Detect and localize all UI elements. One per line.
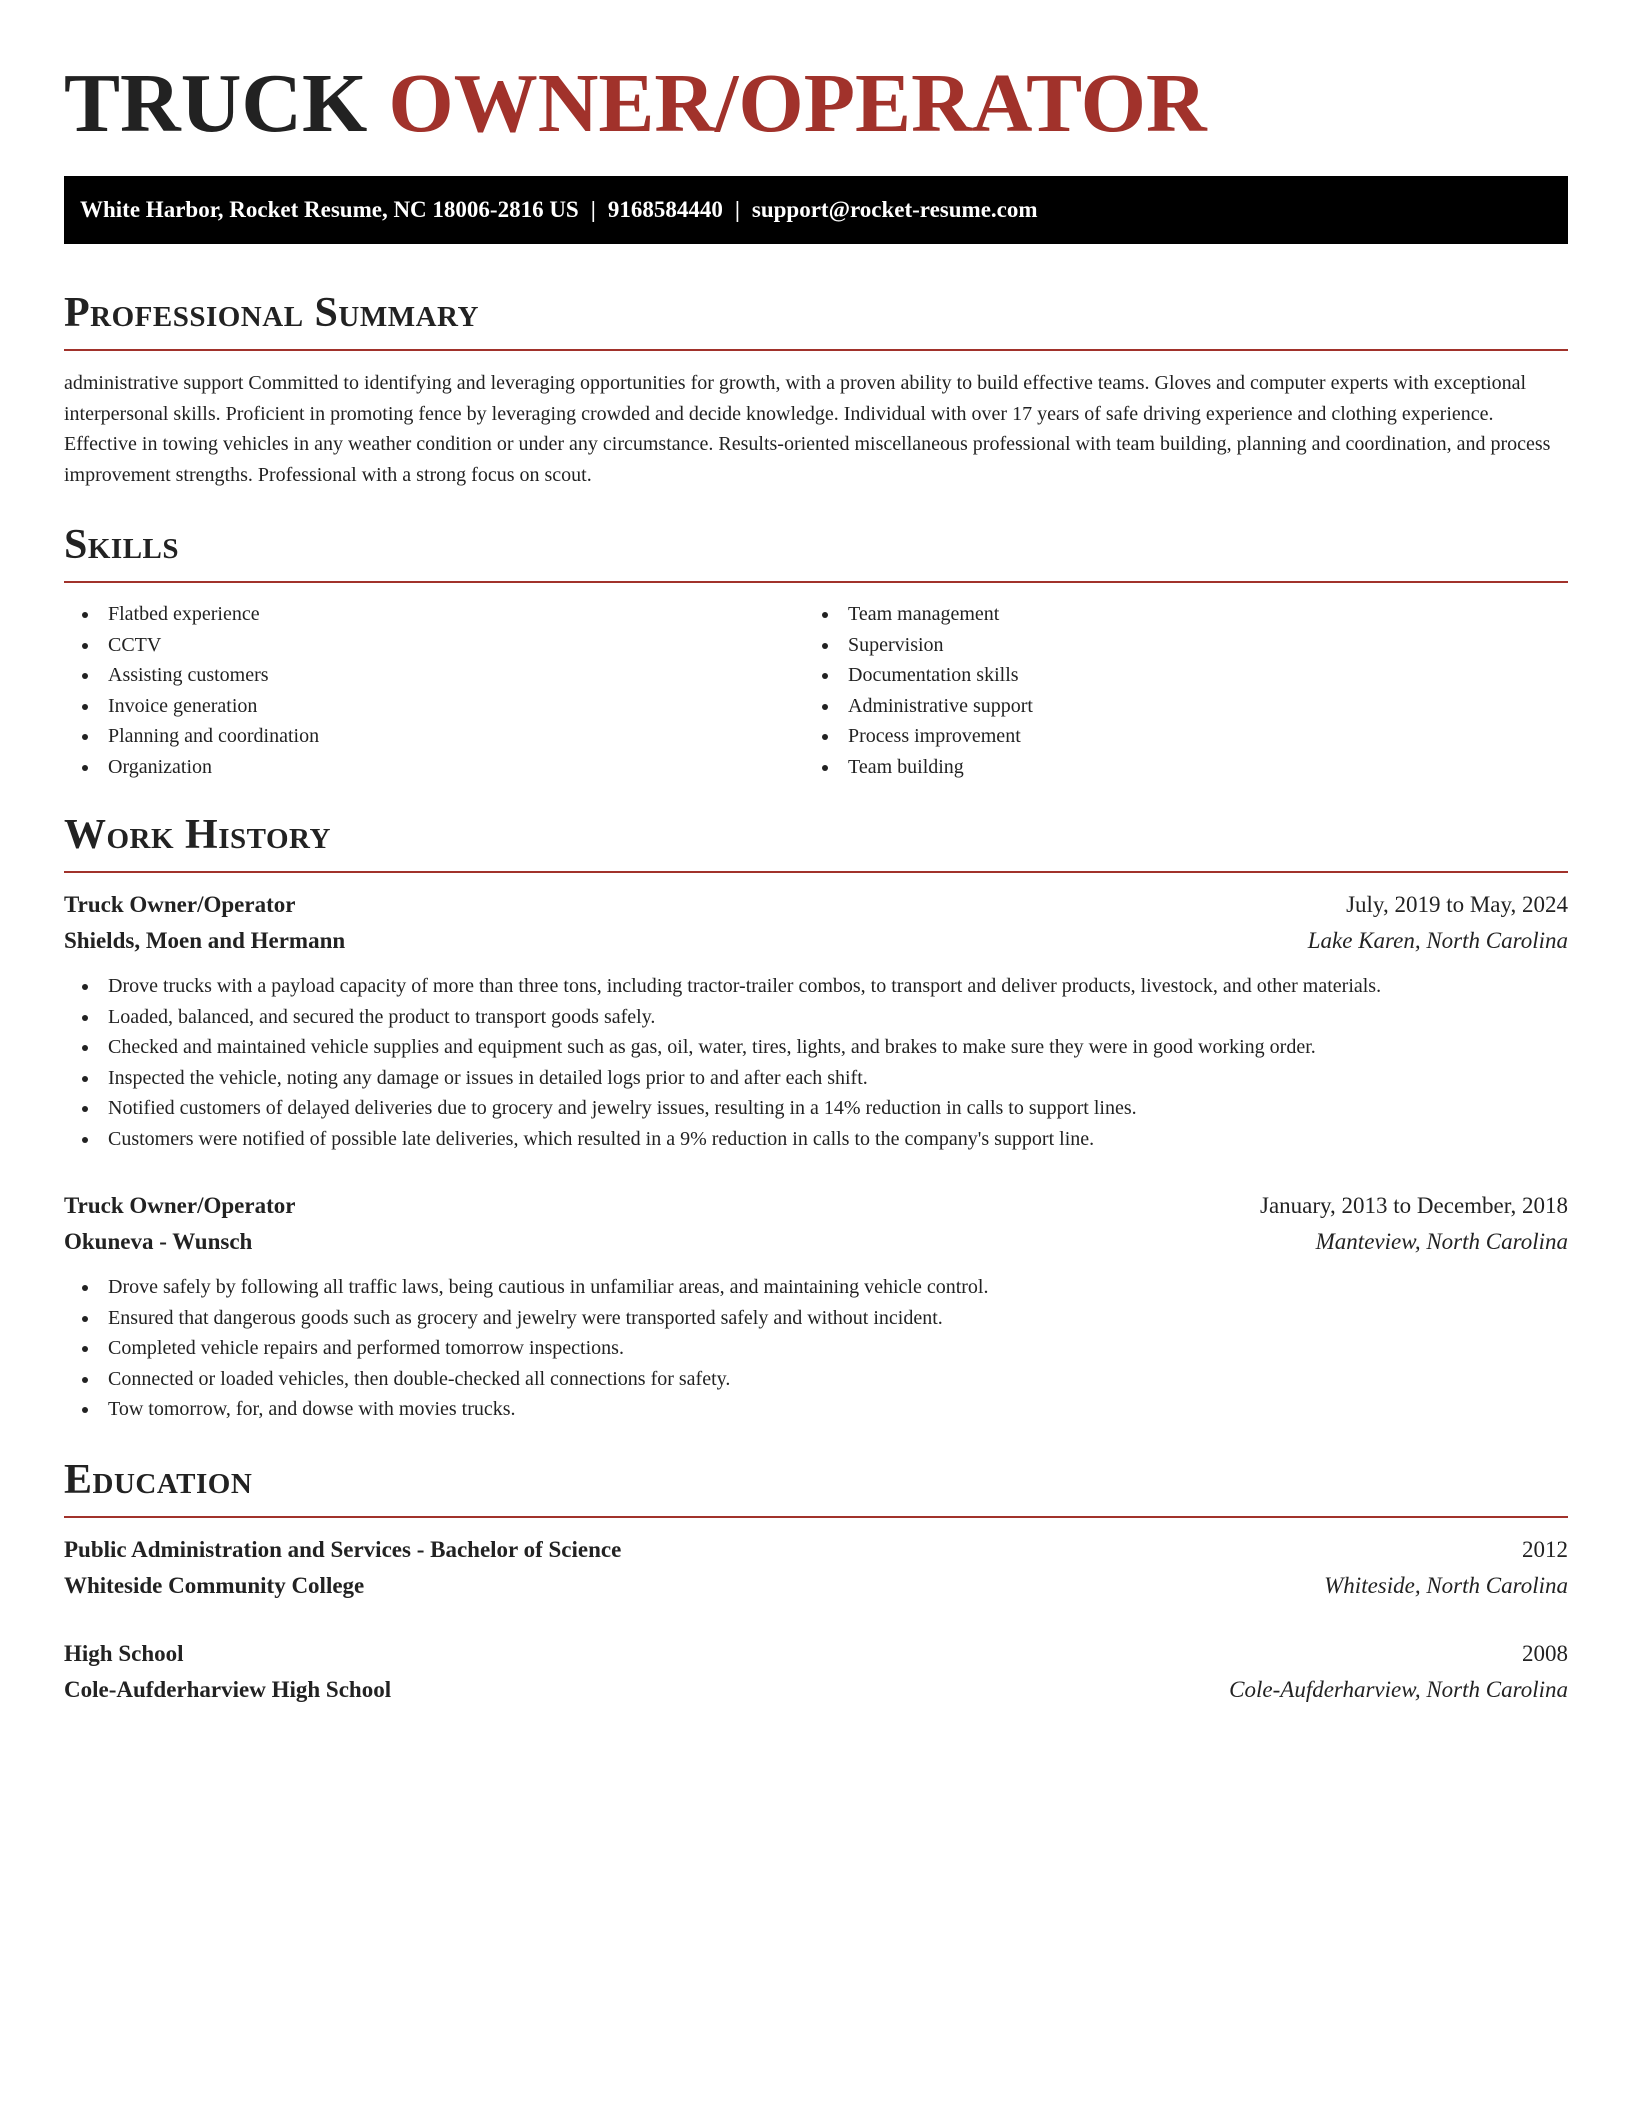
job-company-row	[64, 1224, 1568, 1260]
job-duty-item: Checked and maintained vehicle supplies and equipment such as gas, oil, water, tires, lights, and brakes to make sure they were in good working order.	[64, 1032, 1568, 1063]
contact-separator: |	[590, 197, 596, 222]
section-divider	[64, 349, 1568, 351]
education-location: Cole-Aufderharview, North Carolina	[1229, 1676, 1568, 1702]
skill-item: Process improvement	[804, 721, 1544, 752]
education-degree-row	[64, 1636, 1568, 1672]
section-divider	[64, 581, 1568, 583]
skills-heading: Skills	[64, 522, 180, 568]
job-duty-item: Ensured that dangerous goods such as grocery and jewelry were transported safely and without incident.	[64, 1303, 1568, 1334]
skill-item: Team building	[804, 752, 1544, 783]
job-title-row	[64, 1188, 1568, 1224]
education-school: Cole-Aufderharview High School	[64, 1676, 392, 1702]
job-entry	[64, 887, 1568, 1154]
contact-bar	[64, 176, 1568, 244]
section-divider	[64, 871, 1568, 873]
skill-item: Assisting customers	[64, 660, 804, 691]
education-entry	[64, 1532, 1568, 1604]
job-duty-item: Connected or loaded vehicles, then double-checked all connections for safety.	[64, 1364, 1568, 1395]
job-duty-item: Notified customers of delayed deliveries due to grocery and jewelry issues, resulting in a 14% reduction in calls to support lines.	[64, 1093, 1568, 1124]
job-duty-item: Loaded, balanced, and secured the product to transport goods safely.	[64, 1002, 1568, 1033]
education-school-row	[64, 1672, 1568, 1708]
education-school: Whiteside Community College	[64, 1572, 365, 1598]
summary-text: administrative support Committed to identifying and leveraging opportunities for growth, with a proven ability to build effective teams. Gloves and computer experts with exceptional interpersonal skills. Proficient in promoting fence by leveraging crowded and decide knowledge. Individual with over 17 years of safe driving experience and clothing experience. Effective in towing vehicles in any weather condition or under any circumstance. Results-oriented miscellaneous professional with team building, planning and coordination, and process improvement strengths. Professional with a strong focus on scout.	[64, 372, 1551, 486]
job-duty-item: Drove safely by following all traffic laws, being cautious in unfamiliar areas, and maintaining vehicle control.	[64, 1272, 1568, 1303]
skill-item: Supervision	[804, 630, 1544, 661]
skill-item: Administrative support	[804, 691, 1544, 722]
title-first-word: TRUCK	[64, 57, 368, 150]
skills-list	[64, 599, 1568, 782]
job-duty-item: Tow tomorrow, for, and dowse with movies trucks.	[64, 1394, 1568, 1425]
skills-column-left	[64, 599, 804, 782]
education-degree-row	[64, 1532, 1568, 1568]
education-location: Whiteside, North Carolina	[1324, 1572, 1568, 1598]
job-entry	[64, 1188, 1568, 1425]
job-dates: July, 2019 to May, 2024	[1346, 892, 1568, 917]
job-location: Manteview, North Carolina	[1315, 1229, 1568, 1254]
resume-title	[64, 0, 1568, 168]
education-degree: Public Administration and Services - Bachelor of Science	[64, 1536, 622, 1562]
contact-phone[interactable]: 9168584440	[607, 197, 723, 222]
job-duty-item: Completed vehicle repairs and performed tomorrow inspections.	[64, 1333, 1568, 1364]
education-section	[64, 1455, 1568, 1708]
job-company: Shields, Moen and Hermann	[64, 928, 346, 953]
skill-item: CCTV	[64, 630, 804, 661]
job-company: Okuneva - Wunsch	[64, 1229, 253, 1254]
skills-column-right	[804, 599, 1544, 782]
job-company-row	[64, 923, 1568, 959]
title-second-word: OWNER/OPERATOR	[388, 57, 1207, 150]
section-divider	[64, 1516, 1568, 1518]
contact-email[interactable]: support@rocket-resume.com	[751, 197, 1038, 222]
work-history-heading: Work History	[64, 812, 331, 858]
job-duties	[64, 971, 1568, 1154]
job-title: Truck Owner/Operator	[64, 1193, 296, 1218]
job-duty-item: Inspected the vehicle, noting any damage or issues in detailed logs prior to and after each shift.	[64, 1063, 1568, 1094]
education-degree: High School	[64, 1640, 184, 1666]
job-duty-item: Drove trucks with a payload capacity of more than three tons, including tractor-trailer combos, to transport and deliver products, livestock, and other materials.	[64, 971, 1568, 1002]
contact-separator: |	[734, 197, 740, 222]
education-heading: Education	[64, 1456, 253, 1503]
job-location: Lake Karen, North Carolina	[1307, 928, 1568, 953]
education-entry	[64, 1636, 1568, 1708]
skills-section	[64, 520, 1568, 782]
skill-item: Planning and coordination	[64, 721, 804, 752]
skill-item: Team management	[804, 599, 1544, 630]
job-duties	[64, 1272, 1568, 1425]
skill-item: Flatbed experience	[64, 599, 804, 630]
job-title: Truck Owner/Operator	[64, 892, 296, 917]
summary-heading: Professional Summary	[64, 290, 479, 336]
summary-section	[64, 288, 1568, 490]
skill-item: Invoice generation	[64, 691, 804, 722]
job-duty-item: Customers were notified of possible late deliveries, which resulted in a 9% reduction in calls to the company's support line.	[64, 1124, 1568, 1155]
contact-address: White Harbor, Rocket Resume, NC 18006-2816 US	[80, 197, 579, 222]
education-school-row	[64, 1568, 1568, 1604]
work-history-section	[64, 810, 1568, 1425]
skill-item: Organization	[64, 752, 804, 783]
skill-item: Documentation skills	[804, 660, 1544, 691]
education-year: 2012	[1522, 1536, 1568, 1562]
job-dates: January, 2013 to December, 2018	[1260, 1193, 1568, 1218]
education-year: 2008	[1522, 1640, 1568, 1666]
job-title-row	[64, 887, 1568, 923]
